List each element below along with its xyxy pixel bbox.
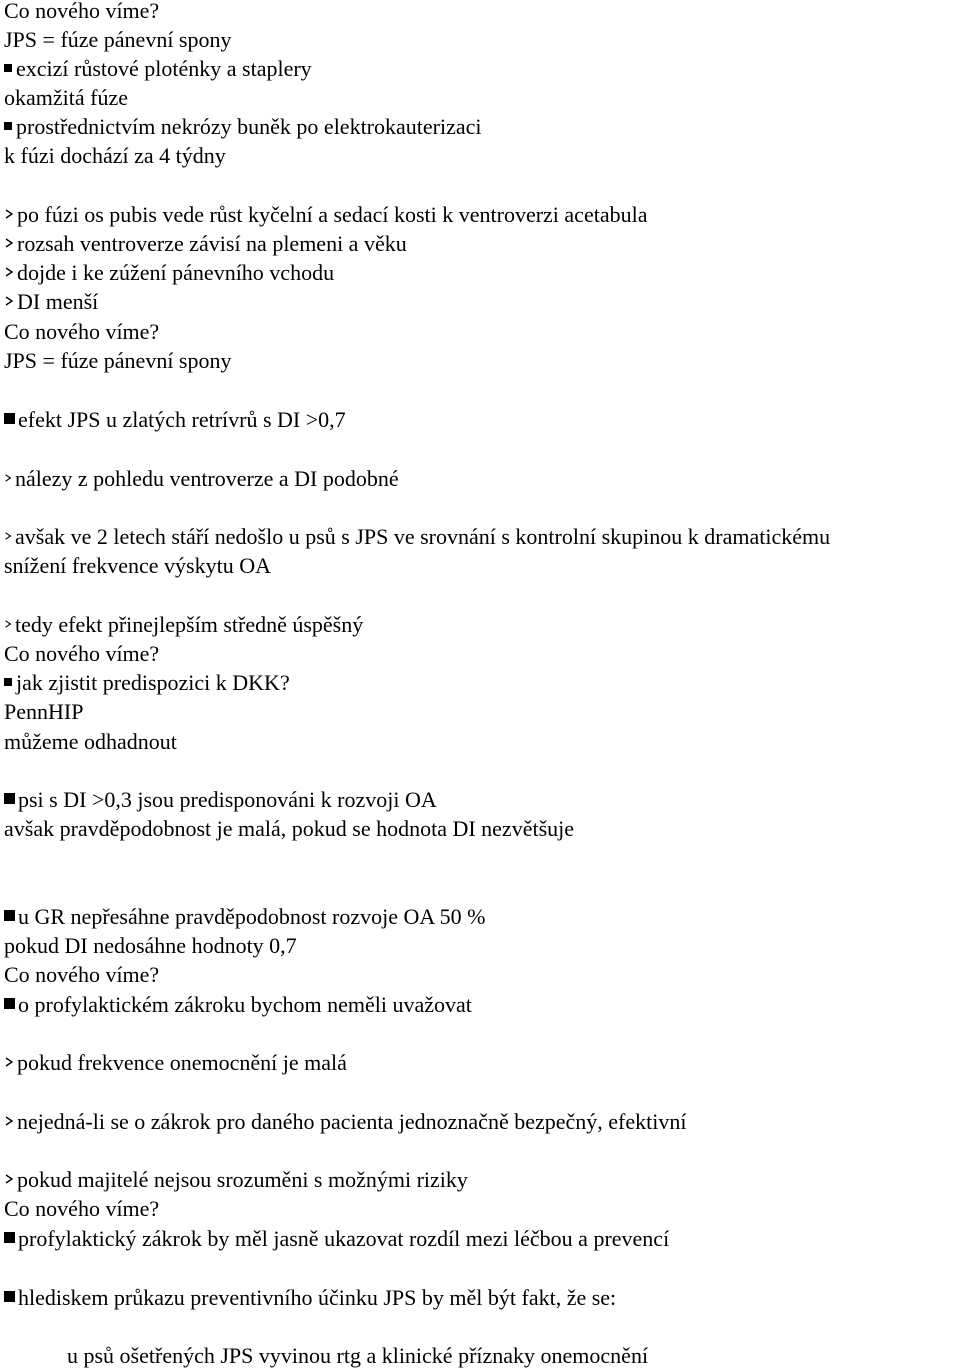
text-line: PennHIP [4, 699, 84, 724]
bullet-item: prostřednictvím nekrózy buněk po elektrokauterizaci [4, 112, 482, 141]
arrow-bullet-icon [4, 296, 14, 306]
bullet-item: hlediskem průkazu preventivního účinku JPS by měl být fakt, že se: [4, 1283, 616, 1312]
arrow-bullet-icon [4, 1174, 14, 1184]
section-heading: Co nového víme? [4, 319, 160, 344]
arrow-item: tedy efekt přinejlepším středně úspěšný [4, 610, 363, 639]
arrow-bullet-icon [4, 532, 12, 540]
section-heading: Co nového víme? [4, 0, 160, 23]
square-bullet-icon [4, 413, 15, 424]
arrow-item: DI menší [4, 287, 98, 316]
bullet-item: excizí růstové ploténky a staplery [4, 54, 312, 83]
bullet-item: profylaktický zákrok by měl jasně ukazovat rozdíl mezi léčbou a prevencí [4, 1224, 669, 1253]
arrow-bullet-icon [4, 267, 14, 277]
arrow-bullet-icon [4, 238, 14, 248]
bullet-item: o profylaktickém zákroku bychom neměli uvažovat [4, 990, 472, 1019]
arrow-item: nejedná-li se o zákrok pro daného pacienta jednoznačně bezpečný, efektivní [4, 1107, 686, 1136]
square-bullet-icon [4, 64, 12, 72]
square-bullet-icon [4, 1232, 15, 1243]
square-bullet-icon [4, 678, 12, 686]
arrow-item: avšak ve 2 letech stáří nedošlo u psů s JPS ve srovnání s kontrolní skupinou k dramatickému [4, 522, 830, 551]
arrow-item: dojde i ke zúžení pánevního vchodu [4, 258, 334, 287]
bullet-item: u GR nepřesáhne pravděpodobnost rozvoje OA 50 % [4, 902, 485, 931]
bullet-item: jak zjistit predispozici k DKK? [4, 668, 290, 697]
section-subheading: JPS = fúze pánevní spony [4, 348, 232, 373]
text-line: můžeme odhadnout [4, 729, 177, 754]
section-subheading: JPS = fúze pánevní spony [4, 27, 232, 52]
arrow-bullet-icon [4, 209, 14, 219]
square-bullet-icon [4, 998, 15, 1009]
square-bullet-icon [4, 910, 15, 921]
text-line: okamžitá fúze [4, 85, 128, 110]
square-bullet-icon [4, 122, 12, 130]
arrow-item: nálezy z pohledu ventroverze a DI podobné [4, 464, 399, 493]
arrow-bullet-icon [4, 620, 12, 628]
section-heading: Co nového víme? [4, 1196, 160, 1221]
section-heading: Co nového víme? [4, 641, 160, 666]
arrow-bullet-icon [4, 1057, 14, 1067]
text-line: k fúzi dochází za 4 týdny [4, 143, 226, 168]
indented-text-line: u psů ošetřených JPS vyvinou rtg a klinické příznaky onemocnění [67, 1343, 649, 1368]
bullet-item: psi s DI >0,3 jsou predisponováni k rozvoji OA [4, 785, 437, 814]
text-line: pokud DI nedosáhne hodnoty 0,7 [4, 933, 297, 958]
arrow-item: po fúzi os pubis vede růst kyčelní a sedací kosti k ventroverzi acetabula [4, 200, 647, 229]
arrow-item: pokud majitelé nejsou srozuměni s možnými riziky [4, 1165, 468, 1194]
text-line: snížení frekvence výskytu OA [4, 553, 271, 578]
arrow-bullet-icon [4, 1116, 14, 1126]
square-bullet-icon [4, 1291, 15, 1302]
arrow-item: pokud frekvence onemocnění je malá [4, 1048, 347, 1077]
arrow-bullet-icon [4, 474, 12, 482]
bullet-item: efekt JPS u zlatých retrívrů s DI >0,7 [4, 405, 346, 434]
text-line: avšak pravděpodobnost je malá, pokud se hodnota DI nezvětšuje [4, 816, 575, 841]
square-bullet-icon [4, 793, 15, 804]
arrow-item: rozsah ventroverze závisí na plemeni a věku [4, 229, 407, 258]
section-heading: Co nového víme? [4, 962, 160, 987]
